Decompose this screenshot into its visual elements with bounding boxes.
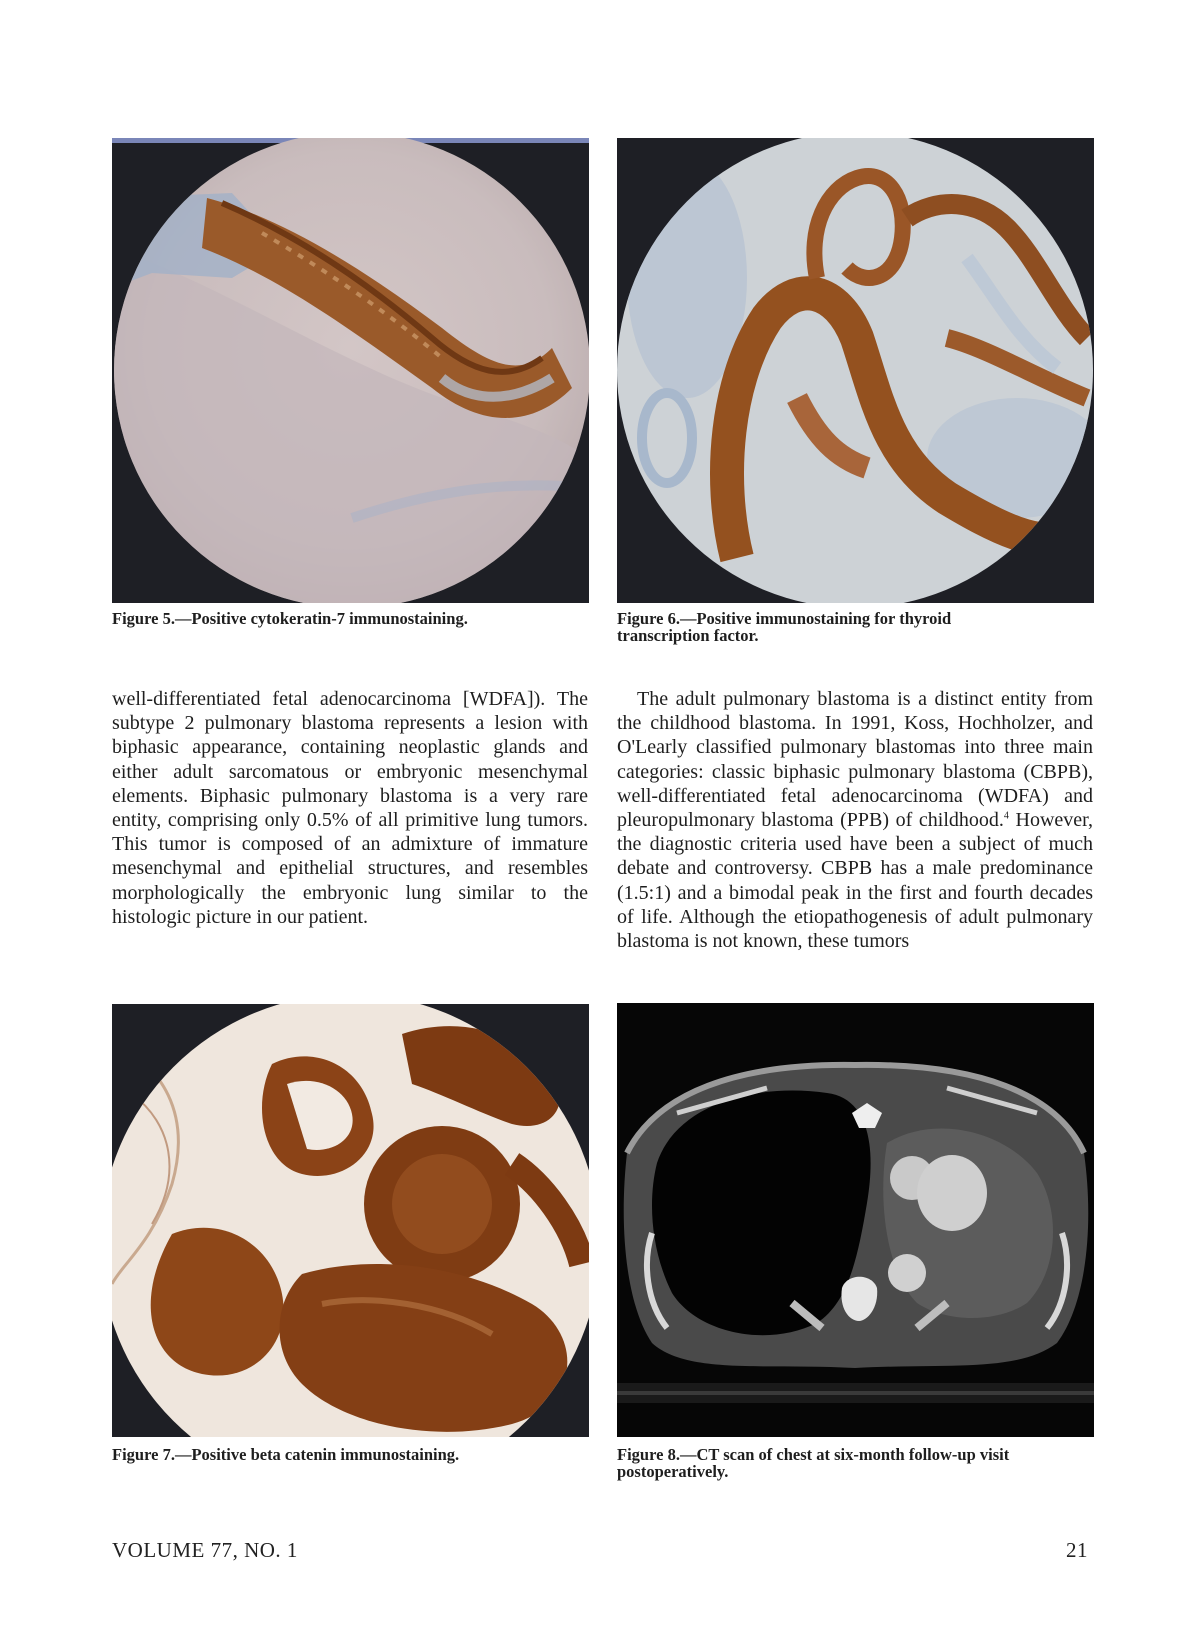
figure-6-image: [617, 138, 1094, 603]
figure-5-label: Figure 5.: [112, 609, 175, 628]
body-left-column: [112, 687, 588, 929]
reference-superscript: 4: [1003, 810, 1009, 822]
figure-7-caption: [112, 1446, 582, 1463]
body-right-text-1: The adult pulmonary blastoma is a distinct entity from the childhood blastoma. In 1991, Koss, Hochholzer, and O'Learly classified pulmonary blastomas into three main categories: classic biphasic pulmonary blastoma (CBPB), well-differentiated fetal adenocarcinoma (WDFA) and pleuropulmonary blastoma (PPB) of childhood.: [617, 688, 1093, 832]
footer-page-number: 21: [1066, 1538, 1088, 1562]
figure-7-image: [112, 1004, 589, 1437]
figure-6-label: Figure 6.: [617, 609, 680, 628]
figure-6-caption: [617, 610, 1047, 644]
figure-5-caption-text: —Positive cytokeratin-7 immunostaining.: [174, 609, 468, 628]
figure-7-caption-text: —Positive beta catenin immunostaining.: [174, 1445, 460, 1464]
body-left-paragraph: well-differentiated fetal adenocarcinoma [WDFA]). The subtype 2 pulmonary blastoma represents a lesion with biphasic appearance, containing neoplastic glands and either adult sarcomatous or embryonic mesenchymal elements. Biphasic pulmonary blastoma is a very rare entity, comprising only 0.5% of all primitive lung tumors. This tumor is composed of an admixture of immature mesenchymal and epithelial structures, and resembles morphologically the embryonic lung similar to the histologic picture in our patient.: [112, 688, 588, 928]
figure-5-caption: [112, 610, 582, 627]
footer-volume: VOLUME 77, NO. 1: [112, 1538, 298, 1562]
figure-8-caption: [617, 1446, 1087, 1480]
figure-5-image: [112, 138, 589, 603]
figure-8-label: Figure 8.: [617, 1445, 680, 1464]
figure-8-image: [617, 1003, 1094, 1437]
body-right-column: [617, 687, 1093, 953]
figure-8-caption-text: —CT scan of chest at six-month follow-up visit postoperatively.: [617, 1445, 1010, 1481]
figure-7-label: Figure 7.: [112, 1445, 175, 1464]
figure-6-caption-text: —Positive immunostaining for thyroid transcription factor.: [617, 609, 952, 645]
body-right-paragraph: [617, 687, 1093, 953]
body-right-text-2: However, the diagnostic criteria used have been a subject of much debate and controversy. CBPB has a male predominance (1.5:1) and a bimodal peak in the first and fourth decades of life. Although the etiopathogenesis of adult pulmonary blastoma is not known, these tumors: [617, 809, 1094, 953]
